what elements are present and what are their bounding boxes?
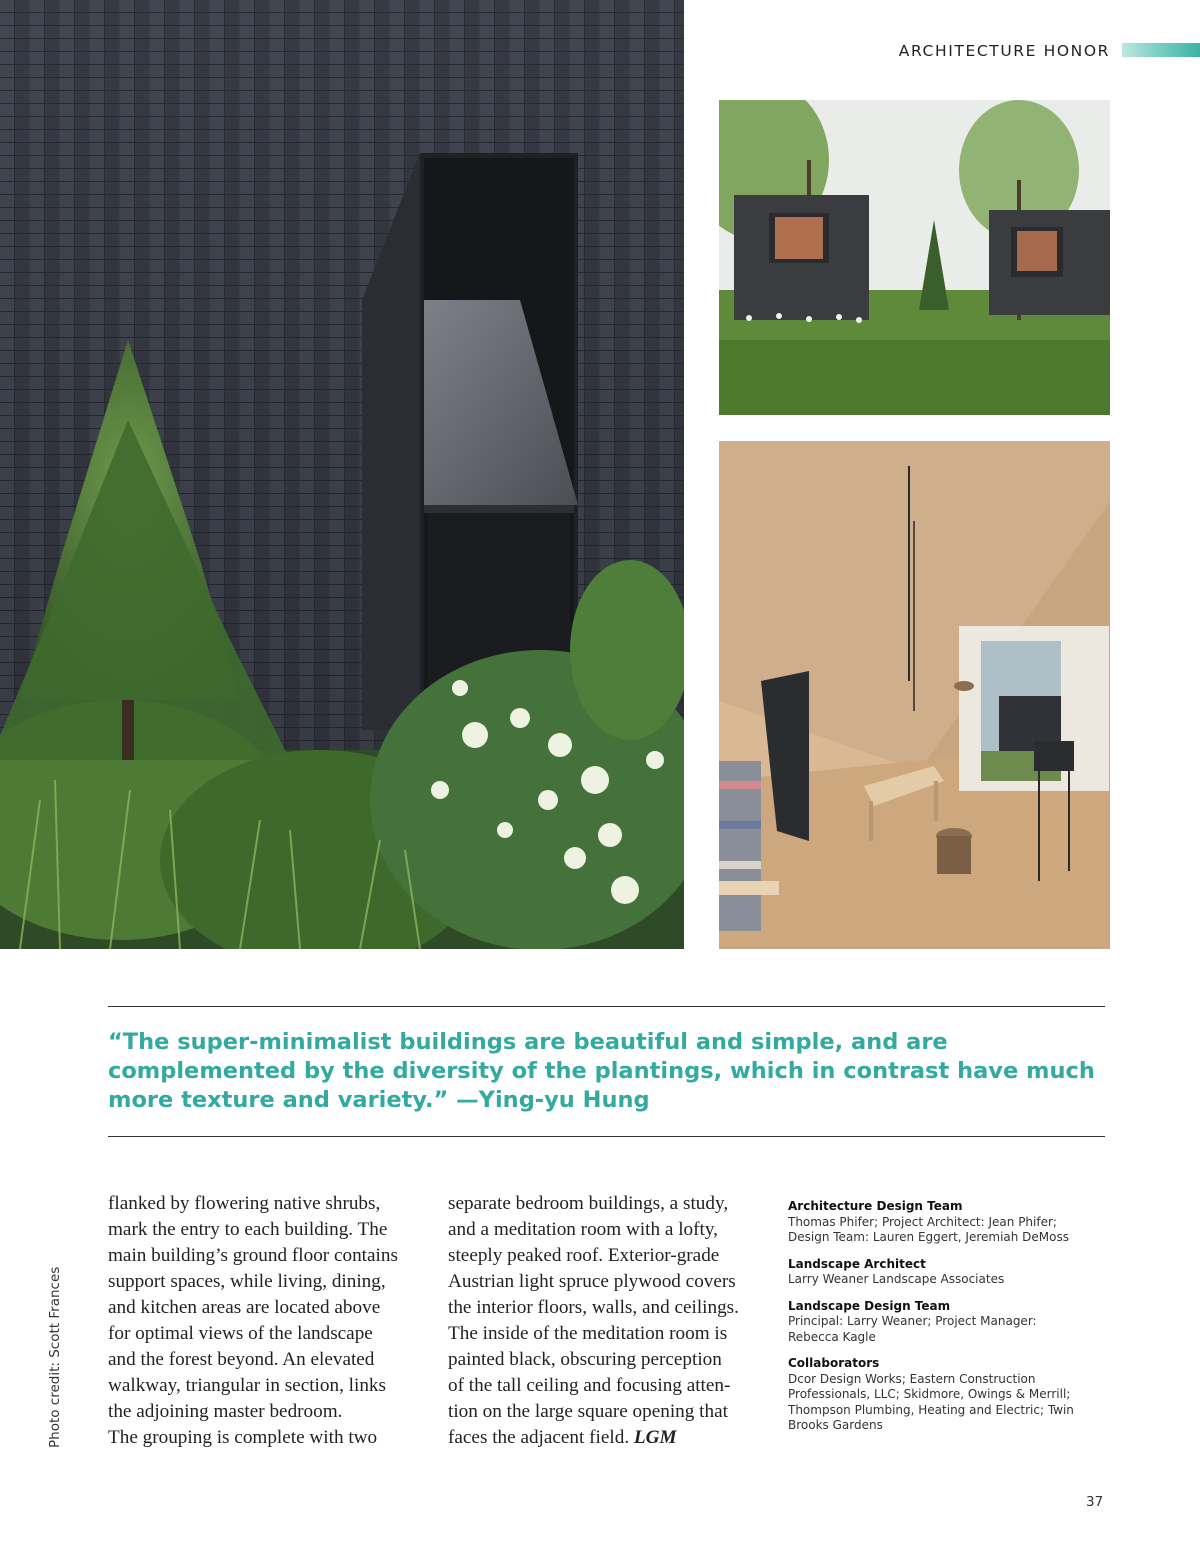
body-line: painted black, obscuring perception [448, 1349, 722, 1370]
body-line-text: faces the adjacent field. [448, 1427, 630, 1448]
section-label: ARCHITECTURE HONOR [898, 42, 1110, 60]
body-line: walkway, triangular in section, links [108, 1375, 386, 1396]
credit-heading: Architecture Design Team [788, 1199, 963, 1213]
body-line: Austrian light spruce plywood covers [448, 1271, 736, 1292]
credit-line: Brooks Gardens [788, 1418, 883, 1432]
credit-line: Principal: Larry Weaner; Project Manager: [788, 1314, 1037, 1328]
body-line: flanked by flowering native shrubs, [108, 1193, 381, 1214]
body-line: The inside of the meditation room is [448, 1323, 728, 1344]
credit-heading: Landscape Design Team [788, 1298, 951, 1313]
photo-credit: Photo credit: Scott Frances [47, 1266, 63, 1448]
credit-line: Rebecca Kagle [788, 1329, 876, 1344]
body-line: tion on the large square opening that [448, 1401, 728, 1422]
page-number: 37 [1086, 1494, 1104, 1510]
credit-line: Professionals, LLC; Skidmore, Owings & Merrill; [788, 1387, 1071, 1401]
body-line-final [448, 1425, 768, 1451]
body-line: the interior floors, walls, and ceilings. [448, 1297, 739, 1318]
credit-group-architecture [788, 1199, 1108, 1246]
body-line: The grouping is complete with two [108, 1427, 378, 1448]
quote-rule-bottom [108, 1136, 1105, 1137]
body-line: mark the entry to each building. The [108, 1219, 388, 1240]
credit-line: Thompson Plumbing, Heating and Electric; Twin [788, 1402, 1074, 1417]
body-line: main building’s ground floor contains [108, 1245, 398, 1266]
credit-group-collaborators [788, 1356, 1108, 1434]
quote-rule-top [108, 1006, 1105, 1007]
body-column-1 [108, 1191, 428, 1451]
credit-heading: Collaborators [788, 1356, 880, 1370]
credit-group-landscape-team [788, 1299, 1108, 1346]
section-accent-bar [1122, 43, 1200, 57]
photo-plywood-interior [719, 441, 1110, 949]
body-line: of the tall ceiling and focusing atten- [448, 1375, 731, 1396]
credit-line: Larry Weaner Landscape Associates [788, 1272, 1005, 1286]
pull-quote: “The super-minimalist buildings are beautiful and simple, and are complemented by the diversity of the plantings, which in contrast have much more texture and variety.” —Ying-yu Hung [108, 1029, 1095, 1113]
credit-line: Dcor Design Works; Eastern Construction [788, 1371, 1036, 1386]
body-line: steeply peaked roof. Exterior-grade [448, 1245, 720, 1266]
photo-shingle-entry [0, 0, 684, 949]
body-line: and the forest beyond. An elevated [108, 1349, 375, 1370]
body-line: and a meditation room with a lofty, [448, 1219, 718, 1240]
body-line: the adjoining master bedroom. [108, 1401, 343, 1422]
body-line: for optimal views of the landscape [108, 1323, 373, 1344]
credit-line: Design Team: Lauren Eggert, Jeremiah DeMoss [788, 1230, 1069, 1244]
credit-line: Thomas Phifer; Project Architect: Jean Phifer; [788, 1214, 1057, 1229]
body-line: support spaces, while living, dining, [108, 1271, 386, 1292]
body-line: separate bedroom buildings, a study, [448, 1193, 729, 1214]
body-column-2 [448, 1191, 768, 1451]
body-line: and kitchen areas are located above [108, 1297, 381, 1318]
photo-cabins-meadow [719, 100, 1110, 415]
author-signature: LGM [633, 1427, 677, 1448]
credit-heading: Landscape Architect [788, 1256, 926, 1271]
credit-group-landscape-architect [788, 1257, 1108, 1288]
project-credits [788, 1199, 1108, 1445]
